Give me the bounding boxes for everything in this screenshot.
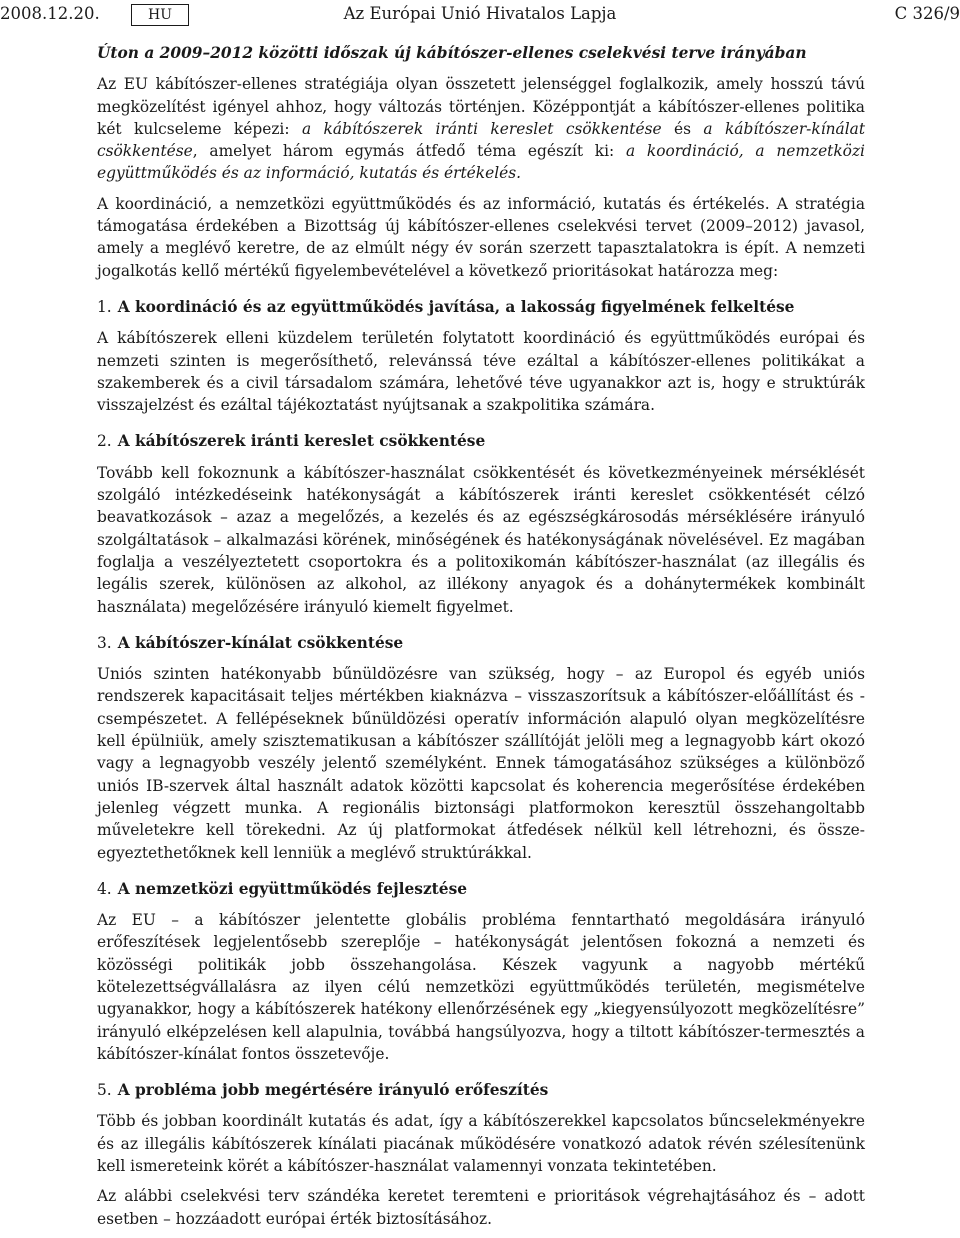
document-body [97, 42, 865, 1238]
section-4-paragraph: Az EU – a kábítószer jelentette globális probléma fenntartható megoldására irányuló erőfeszítések legjelentősebb szereplője – hatékonyságát jelentősen fokozná a nemzeti és közösségi politikák jobb összehangolása. Készek vagyunk a nagyobb mértékű kötelezettségvállalásra az ilyen célú nemzetközi együttműködés területén, megismételve ugyanakkor, hogy a kábítószerek hatékony ellenőrzésének egy „kiegyensúlyozott megközelítésre” irányuló elképzelésen kell alapulnia, továbbá hangsúlyozva, hogy a tiltott kábítószer-termesztés a kábítószer-kínálat fontos összetevője. [97, 911, 865, 1063]
section-title: A nemzetközi együttműködés fejlesztése [117, 879, 468, 898]
section-3-paragraph: Uniós szinten hatékonyabb bűnüldözésre van szükség, hogy – az Europol és egyéb uniós rendszerek kapacitásait teljes mértékben kiaknázva – visszaszorítsuk a kábítószer-előállítást és -csempészetet. A fellépéseknek bűnüldözési operatív információn alapuló olyan megközelítésre kell épülniük, amely szisztematikusan a kábítószer szállítóját jelöli meg a legnagyobb kárt okozó vagy a legnagyobb veszély jelentő személyként. Ennek támogatásához szükséges a különböző uniós IB-szervek által használt adatok közötti kapcsolat és koherencia megerősítése érdekében jelenleg végzett munka. A regionális biztonsági platformokon keresztül összehangoltabb műveletekre kell törekedni. Az új platformokat átfedések nélkül kell létrehozni, és összeegyeztethetőknek kell lenniük a meglévő struktúrákkal. [97, 665, 865, 862]
section-title: A probléma jobb megértésére irányuló erőfeszítés [117, 1081, 549, 1100]
section-number: 3. [97, 633, 112, 652]
section-5-paragraph-1: Több és jobban koordinált kutatás és adat, így a kábítószerekkel kapcsolatos bűncselekményekre és az illegális kábítószerek kínálati piacának működésére vonatkozó adatok révén szélesítenünk kell ismereteink körét a kábítószer-használat valamennyi vonzata tekintetében. [97, 1112, 865, 1176]
section-number: 2. [97, 432, 112, 451]
intro-italic-supply: a kábítószer-kínálat csökkentése [97, 119, 865, 161]
page-header [0, 0, 960, 28]
page-number: C 326/9 [894, 4, 960, 23]
section-title: A koordináció és az együttműködés javítása, a lakosság figyelmének felkeltése [117, 297, 795, 316]
intro-paragraph-2: A koordináció, a nemzetközi együttműködés és az információ, kutatás és értékelés. A stratégia támogatása érdekében a Bizottság új kábítószer-ellenes cselekvési tervet (2009–2012) javasol, amely a meglévő keretre, de az elmúlt négy év során szerzett tapasztalatokra is épít. A nemzeti jogalkotás kellő mértékű figyelembevételével a következő prioritásokat határozza meg: [97, 194, 865, 280]
section-heading-2 [97, 430, 865, 452]
section-2-paragraph: Tovább kell fokoznunk a kábítószer-használat csökkentését és következményeinek mérséklését szolgáló intézkedéseink hatékonyságát a kábítószerek iránti kereslet csökkentését célzó beavatkozások – azaz a megelőzés, a kezelés és az egészségkárosodás mérséklésére irányuló szolgáltatások – alkalmazási körének, minőségének és hatékonyságának növelésével. Ez magában foglalja a veszélyeztetett csoportokra és a politoxikomán kábítószer-használat (az illegális és legális szerek, különösen az alkohol, az illékony anyagok és a dohánytermékek kombinált használata) megelőzésére irányuló kiemelt figyelmet. [97, 463, 865, 616]
journal-title: Az Európai Unió Hivatalos Lapja [343, 4, 617, 23]
section-number: 5. [97, 1081, 112, 1100]
publication-date: 2008.12.20. [0, 4, 100, 23]
section-title: A kábítószer-kínálat csökkentése [117, 633, 404, 652]
section-heading-5 [97, 1079, 865, 1101]
section-number: 4. [97, 879, 112, 898]
intro-text-2: és [661, 119, 704, 138]
section-1-paragraph: A kábítószerek elleni küzdelem területén folytatott koordináció és együttműködés európai és nemzeti szinten is megerősíthető, relevánssá téve ezáltal a kábítószer-ellenes politikákat a szakemberek és a civil társadalom számára, lehetővé téve ugyanakkor azt is, hogy e struktúrák visszajelzést és ezáltal tájékoztatást nyújtsanak a szakpolitika számára. [97, 329, 865, 415]
section-5-paragraph-2: Az alábbi cselekvési terv szándéka keretet teremteni e prioritások végrehajtásához és – adott esetben – hozzáadott európai érték biztosításához. [97, 1187, 865, 1228]
intro-paragraph-1 [97, 73, 865, 184]
intro-text-1: Az EU kábítószer-ellenes stratégiája olyan összetett jelenséggel foglalkozik, amely hosszú távú megközelítést igényel ahhoz, hogy változás történjen. Középpontját a kábítószer-ellenes politika két kulcseleme képezi: [97, 75, 865, 138]
language-badge: HU [131, 4, 189, 26]
section-title: A kábítószerek iránti kereslet csökkentése [117, 432, 486, 451]
section-heading-4 [97, 878, 865, 900]
document-title: Úton a 2009–2012 közötti időszak új kábítószer-ellenes cselekvési terve irányában [97, 44, 807, 62]
section-heading-1 [97, 296, 865, 318]
intro-italic-themes: a koordináció, a nemzetközi együttműködés és az információ, kutatás és értékelés. [97, 142, 865, 183]
section-number: 1. [97, 297, 112, 316]
intro-italic-demand: a kábítószerek iránti kereslet csökkentése [301, 119, 662, 138]
section-heading-3 [97, 632, 865, 654]
intro-text-3: , amelyet három egymás átfedő téma egészít ki: [192, 142, 626, 161]
